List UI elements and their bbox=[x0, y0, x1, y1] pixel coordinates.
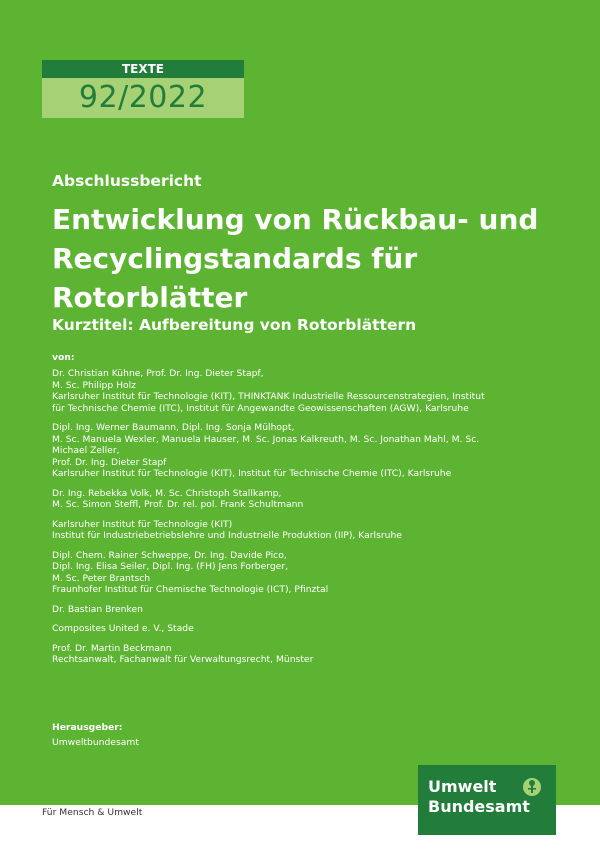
title-line: Entwicklung von Rückbau- und bbox=[52, 203, 539, 236]
author-line: Dipl. Ing. Werner Baumann, Dipl. Ing. Sonja Mülhopt, bbox=[52, 422, 295, 433]
author-line: Karlsruher Institut für Technologie (KIT), Institut für Technische Chemie (ITC), Karlsruhe bbox=[52, 468, 452, 479]
tree-icon bbox=[522, 777, 542, 797]
author-line: Dr. Bastian Brenken bbox=[52, 603, 143, 615]
author-line: Prof. Dr. Martin Beckmann bbox=[52, 642, 172, 654]
author-line: Composites United e. V., Stade bbox=[52, 623, 194, 634]
author-line: Karlsruher Institut für Technologie (KIT), THINKTANK Industrielle Ressourcenstrategien, Institut bbox=[52, 391, 485, 402]
uba-logo bbox=[418, 765, 556, 835]
author-line: Dr. Ing. Rebekka Volk, M. Sc. Christoph Stallkamp, bbox=[52, 487, 282, 499]
author-line: Karlsruher Institut für Technologie (KIT) bbox=[52, 518, 233, 530]
logo-text-line1: Umwelt bbox=[428, 777, 497, 796]
publisher-label: Herausgeber: bbox=[52, 722, 123, 733]
author-line: M. Sc. Simon Steffl, Prof. Dr. rel. pol. Frank Schultmann bbox=[52, 499, 304, 510]
author-group bbox=[52, 488, 552, 511]
author-group bbox=[52, 368, 552, 414]
logo-text-line2: Bundesamt bbox=[428, 797, 530, 816]
author-line: M. Sc. Peter Brantsch bbox=[52, 572, 151, 584]
author-group bbox=[52, 422, 552, 480]
report-type: Abschlussbericht bbox=[52, 172, 202, 190]
author-line: Michael Zeller, bbox=[52, 445, 120, 456]
author-line: M. Sc. Manuela Wexler, Manuela Hauser, M. Sc. Jonas Kalkreuth, M. Sc. Jonathan Mahl, M. Sc. bbox=[52, 433, 480, 445]
author-group bbox=[52, 643, 552, 666]
author-line: Dipl. Ing. Elisa Seiler, Dipl. Ing. (FH) Jens Forberger, bbox=[52, 561, 289, 572]
author-line: Dr. Christian Kühne, Prof. Dr. Ing. Dieter Stapf, bbox=[52, 368, 264, 379]
author-group bbox=[52, 604, 552, 616]
authors-heading: von: bbox=[52, 352, 75, 363]
title-line: Rotorblätter bbox=[52, 281, 248, 314]
author-line: für Technische Chemie (ITC), Institut für Angewandte Geowissenschaften (AGW), Karlsruhe bbox=[52, 402, 469, 414]
author-line: M. Sc. Philipp Holz bbox=[52, 379, 137, 391]
author-line: Prof. Dr. Ing. Dieter Stapf bbox=[52, 456, 167, 468]
publisher-name: Umweltbundesamt bbox=[52, 737, 139, 746]
author-line: Institut für Industriebetriebslehre und Industrielle Produktion (IIP), Karlsruhe bbox=[52, 530, 402, 541]
short-title: Kurztitel: Aufbereitung von Rotorblättern bbox=[52, 316, 417, 334]
series-number: 92/2022 bbox=[42, 78, 244, 118]
slogan: Für Mensch & Umwelt bbox=[42, 807, 143, 818]
series-label: TEXTE bbox=[42, 60, 244, 78]
report-title bbox=[52, 200, 582, 317]
author-group bbox=[52, 550, 552, 596]
author-line: Fraunhofer Institut für Chemische Technologie (ICT), Pfinztal bbox=[52, 584, 329, 595]
author-line: Dipl. Chem. Rainer Schweppe, Dr. Ing. Davide Pico, bbox=[52, 549, 287, 561]
author-group bbox=[52, 519, 552, 542]
author-list bbox=[52, 368, 552, 674]
title-line: Recyclingstandards für bbox=[52, 242, 418, 275]
author-line: Rechtsanwalt, Fachanwalt für Verwaltungsrecht, Münster bbox=[52, 654, 314, 665]
author-group bbox=[52, 623, 552, 635]
